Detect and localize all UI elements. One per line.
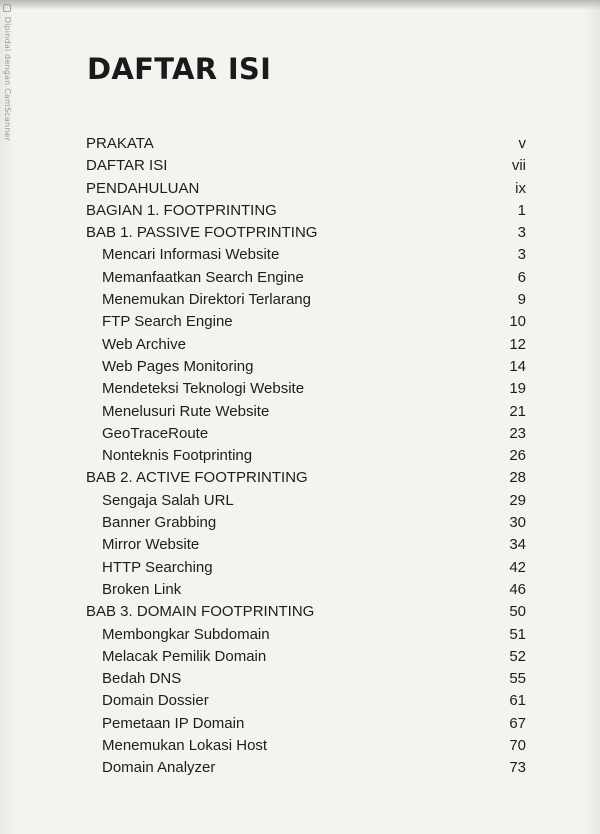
toc-entry-label: Domain Analyzer [102,759,216,777]
toc-subentry [86,534,526,556]
toc-page-number: 23 [509,424,526,442]
toc-subentry [86,646,526,668]
toc-entry-label: Web Pages Monitoring [102,357,254,375]
toc-subentry [86,713,526,735]
toc-entry [86,222,526,244]
toc-page-number: 46 [509,580,526,598]
toc-entry [86,133,526,155]
toc-subentry [86,512,526,534]
toc-subentry [86,356,526,378]
toc-page-number: 30 [509,514,526,532]
toc-subentry [86,735,526,757]
toc-entry-label: BAB 3. DOMAIN FOOTPRINTING [86,603,315,621]
toc-page-number: 61 [509,692,526,710]
scanner-watermark [3,4,12,141]
toc-subentry [86,311,526,333]
toc-entry-label: BAB 2. ACTIVE FOOTPRINTING [86,469,308,487]
toc-page-number: v [518,135,526,152]
toc-entry-label: Menemukan Direktori Terlarang [102,291,311,309]
toc-subentry [86,490,526,512]
toc-entry [86,467,526,489]
toc-subentry [86,289,526,311]
toc-entry-label: Menelusuri Rute Website [102,402,270,420]
camscanner-icon [3,4,11,12]
toc-page-number: 52 [509,647,526,665]
toc-entry-label: Web Archive [102,335,186,353]
toc-entry [86,155,526,177]
page-title: DAFTAR ISI [87,52,272,86]
toc-entry-label: BAB 1. PASSIVE FOOTPRINTING [86,224,318,242]
toc-entry-label: Sengaja Salah URL [102,491,234,509]
toc-entry [86,178,526,200]
toc-subentry [86,757,526,779]
toc-page-number: 1 [517,201,526,219]
toc-subentry [86,378,526,400]
toc-page-number: 42 [509,558,526,576]
scan-edge-shadow [0,0,600,10]
toc-subentry [86,445,526,467]
toc-entry-label: Bedah DNS [102,670,182,688]
toc-page-number: 26 [509,447,526,465]
toc-page-number: 29 [509,491,526,509]
toc-entry-label: HTTP Searching [102,558,213,576]
toc-page-number: 6 [517,268,526,286]
toc-page-number: 19 [509,380,526,398]
toc-entry-label: Mencari Informasi Website [102,246,280,264]
table-of-contents [86,133,526,780]
toc-page-number: 10 [509,313,526,331]
toc-page-number: 34 [509,536,526,554]
toc-page-number: 50 [509,603,526,621]
toc-entry-label: DAFTAR ISI [86,157,168,175]
toc-page-number: 9 [517,291,526,309]
toc-page-number: 70 [509,737,526,755]
toc-page-number: 14 [509,357,526,375]
toc-page-number: 28 [509,469,526,487]
toc-entry-label: Pemetaan IP Domain [102,714,245,732]
toc-entry-label: PRAKATA [86,135,154,152]
toc-page-number: ix [515,179,526,197]
watermark-text: Dipindai dengan CamScanner [3,16,12,142]
toc-entry [86,200,526,222]
toc-entry-label: Memanfaatkan Search Engine [102,268,304,286]
toc-entry-label: Membongkar Subdomain [102,625,270,643]
toc-page-number: 67 [509,714,526,732]
toc-entry-label: GeoTraceRoute [102,424,209,442]
toc-page-number: 3 [517,246,526,264]
toc-subentry [86,579,526,601]
toc-entry-label: Melacak Pemilik Domain [102,647,267,665]
toc-entry-label: PENDAHULUAN [86,179,200,197]
toc-page-number: 73 [509,759,526,777]
toc-page-number: 21 [509,402,526,420]
toc-entry-label: Banner Grabbing [102,514,217,532]
toc-entry-label: Domain Dossier [102,692,209,710]
toc-entry-label: Menemukan Lokasi Host [102,737,268,755]
toc-page-number: vii [511,157,526,175]
toc-subentry [86,401,526,423]
toc-page-number: 3 [517,224,526,242]
toc-entry-label: Mendeteksi Teknologi Website [102,380,305,398]
toc-subentry [86,690,526,712]
toc-subentry [86,244,526,266]
toc-page-number: 51 [509,625,526,643]
toc-entry [86,601,526,623]
toc-entry-label: FTP Search Engine [102,313,233,331]
toc-page-number: 55 [509,670,526,688]
toc-page-number: 12 [509,335,526,353]
toc-entry-label: Mirror Website [102,536,200,554]
toc-subentry [86,557,526,579]
toc-subentry [86,423,526,445]
toc-subentry [86,267,526,289]
toc-entry-label: BAGIAN 1. FOOTPRINTING [86,201,277,219]
toc-entry-label: Broken Link [102,580,182,598]
toc-subentry [86,624,526,646]
toc-entry-label: Nonteknis Footprinting [102,447,253,465]
toc-subentry [86,334,526,356]
toc-subentry [86,668,526,690]
